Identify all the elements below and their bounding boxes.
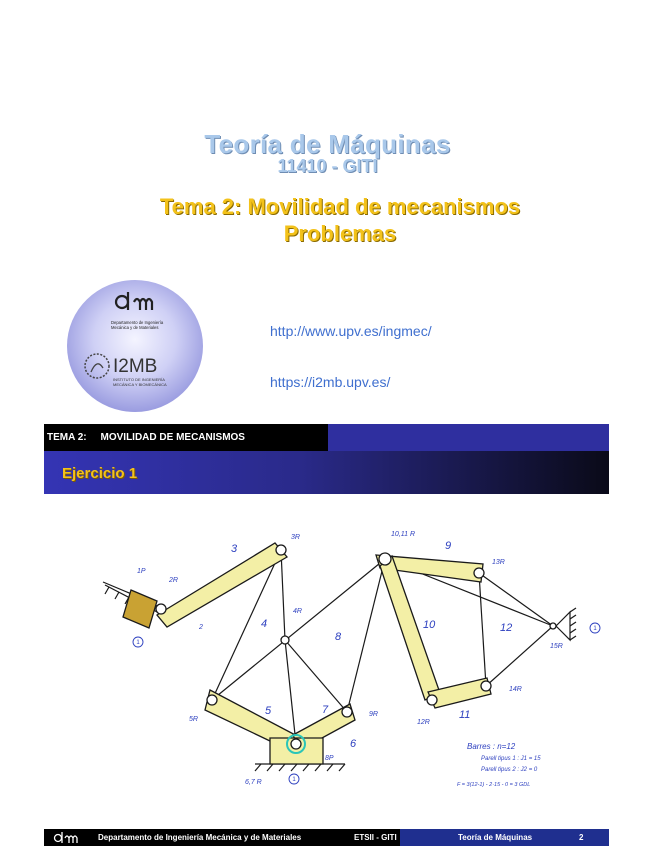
footer-course: Teoría de Máquinas [458, 833, 533, 842]
link-label-4: 4 [261, 618, 268, 630]
link-label-2: 2 [199, 624, 203, 631]
link-label-11: 11 [459, 709, 471, 721]
footer-page-number: 2 [579, 833, 584, 842]
ground-label-1c: 1 [593, 626, 597, 632]
joint-label-15r: 15R [550, 643, 563, 650]
logo-i2mb-sub-1: INSTITUTO DE INGENIERÍA [113, 377, 165, 382]
link-label-5: 5 [265, 705, 272, 717]
header-accent [328, 424, 609, 451]
note-parell-1: Parell tipus 1 : J1 = 15 [481, 756, 541, 762]
joint-label-12r: 12R [417, 719, 430, 726]
course-code: 11410 - GITI [277, 156, 378, 176]
ground-label-1b: 1 [292, 777, 296, 783]
joint-label-13r: 13R [492, 559, 505, 566]
joint-label-1p: 1P [137, 568, 146, 575]
note-barres: Barres : n=12 [467, 742, 516, 751]
section-header [44, 424, 328, 451]
logo-dept-line-1: Departamento de Ingeniería [111, 320, 164, 325]
link-label-7: 7 [322, 704, 329, 716]
section-header-text: TEMA 2: MOVILIDAD DE MECANISMOS [47, 432, 245, 443]
link-label-8: 8 [335, 631, 342, 643]
link-label-10: 10 [423, 619, 436, 631]
joint-label-8p: 8P [325, 755, 334, 762]
logo-dept-line-2: Mecánica y de Materiales [111, 325, 159, 330]
joint-label-67r: 6,7 R [245, 779, 262, 786]
joint-label-14r: 14R [509, 686, 522, 693]
link-label-3: 3 [231, 543, 238, 555]
joint-label-3r: 3R [291, 534, 300, 541]
joint-label-1011r: 10,11 R [391, 531, 415, 538]
department-logo-small [50, 831, 80, 845]
link-label-12: 12 [500, 622, 513, 634]
logo-i2mb: I2MB [113, 356, 158, 377]
joint-label-4r: 4R [293, 608, 302, 615]
department-logo [67, 280, 203, 412]
topic-line-1: Tema 2: Movilidad de mecanismos [159, 194, 521, 219]
mechanism-diagram [95, 520, 615, 795]
logo-i2mb-sub-2: MECÁNICA Y BIOMECÁNICA [113, 382, 167, 387]
link-i2mb[interactable]: https://i2mb.upv.es/ [270, 374, 391, 390]
link-label-6: 6 [350, 738, 357, 750]
joint-label-2r: 2R [169, 577, 178, 584]
joint-label-5r: 5R [189, 716, 198, 723]
footer-school: ETSII - GITI [354, 833, 397, 842]
topic-title [0, 193, 655, 247]
slide-footer [44, 829, 609, 846]
joint-label-9r: 9R [369, 711, 378, 718]
note-parell-2: Parell tipus 2 : J2 = 0 [481, 767, 538, 773]
slide-title: Teoría de Máquinas [204, 129, 451, 159]
link-label-9: 9 [445, 540, 452, 552]
note-formula: F = 3(12-1) - 2·15 - 0 = 3 GDL [457, 782, 531, 788]
exercise-title: Ejercicio 1 [62, 465, 138, 482]
topic-line-2: Problemas [283, 221, 397, 246]
footer-department: Departamento de Ingeniería Mecánica y de Materiales [98, 833, 302, 842]
ground-label-1a: 1 [136, 640, 140, 646]
link-ingmec[interactable]: http://www.upv.es/ingmec/ [270, 323, 432, 339]
